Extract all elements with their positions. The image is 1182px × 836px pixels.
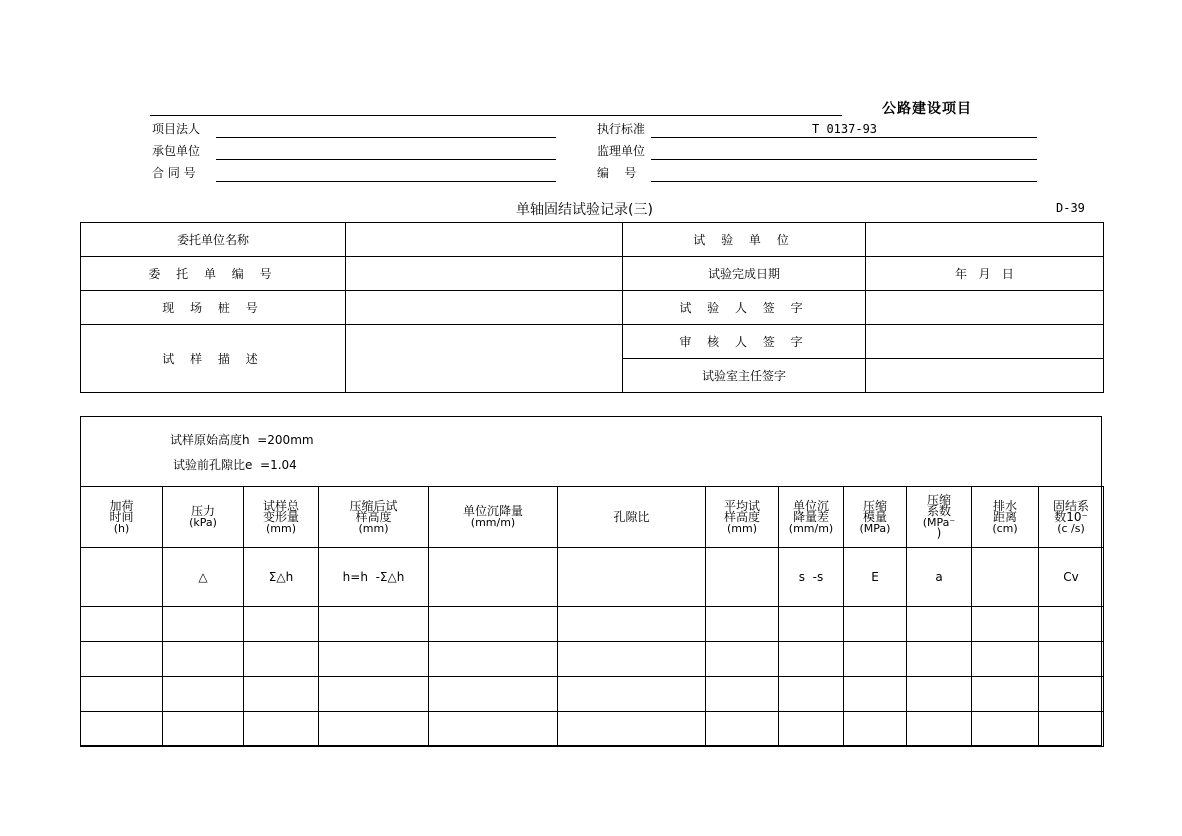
- data-cell[interactable]: [972, 607, 1039, 642]
- data-cell[interactable]: [81, 642, 163, 677]
- field-line-number[interactable]: [651, 181, 1037, 182]
- column-header-line: 排水: [992, 498, 1017, 513]
- field-value-standard: T 0137-93: [812, 122, 878, 136]
- input-director-sign[interactable]: [866, 359, 1104, 393]
- column-header-line: (MPa⁻: [922, 516, 956, 529]
- data-cell[interactable]: [244, 607, 319, 642]
- data-cell[interactable]: [779, 607, 844, 642]
- field-label-contract-no: 合 同 号: [152, 166, 196, 180]
- data-cell[interactable]: [163, 607, 244, 642]
- column-header: [244, 487, 319, 548]
- column-header-line: (mm/m): [788, 521, 834, 535]
- label-director-sign: 试验室主任签字: [623, 359, 866, 393]
- column-header-line: 固结系: [1052, 498, 1089, 513]
- data-cell[interactable]: [429, 677, 558, 712]
- label-finish-date: 试验完成日期: [623, 257, 866, 291]
- data-cell[interactable]: [907, 712, 972, 747]
- column-header-line: 压缩后试: [349, 498, 398, 513]
- column-header-line: 压缩: [926, 493, 951, 507]
- column-header: [429, 487, 558, 548]
- data-cell[interactable]: [81, 712, 163, 747]
- field-label-standard: 执行标准: [597, 122, 646, 136]
- column-header: [907, 487, 972, 548]
- data-cell[interactable]: [429, 642, 558, 677]
- column-header-line: 单位沉降量: [462, 504, 523, 518]
- data-cell[interactable]: [319, 642, 429, 677]
- data-cell[interactable]: [1039, 642, 1104, 677]
- symbol-cell: [972, 548, 1039, 607]
- data-cell[interactable]: [558, 642, 706, 677]
- field-label-contractor: 承包单位: [152, 144, 201, 158]
- data-cell[interactable]: [319, 607, 429, 642]
- label-stake-no: 现 场 桩 号: [81, 291, 346, 325]
- data-cell[interactable]: [844, 607, 907, 642]
- column-header-line: (kPa): [189, 516, 217, 529]
- data-cell[interactable]: [244, 677, 319, 712]
- data-cell[interactable]: [244, 642, 319, 677]
- data-cell[interactable]: [844, 642, 907, 677]
- data-cell[interactable]: [429, 607, 558, 642]
- symbol-cell: [706, 548, 779, 607]
- symbol-cell: [81, 548, 163, 607]
- symbol-cell: △: [163, 548, 244, 607]
- input-test-unit[interactable]: [866, 223, 1104, 257]
- input-order-no[interactable]: [346, 257, 623, 291]
- data-cell[interactable]: [706, 712, 779, 747]
- data-cell[interactable]: [319, 712, 429, 747]
- data-cell[interactable]: [163, 712, 244, 747]
- symbol-cell: [429, 548, 558, 607]
- input-tester-sign[interactable]: [866, 291, 1104, 325]
- column-header: [844, 487, 907, 548]
- column-header-line: 系数: [926, 504, 951, 518]
- data-cell[interactable]: [319, 677, 429, 712]
- column-header-line: 试样总: [262, 498, 299, 513]
- data-cell[interactable]: [779, 712, 844, 747]
- field-line-contract-no[interactable]: [216, 181, 556, 182]
- symbol-cell: s -s: [779, 548, 844, 607]
- column-header-line: (mm): [265, 521, 296, 535]
- data-cell[interactable]: [907, 642, 972, 677]
- column-header-line: 平均试: [723, 498, 760, 513]
- param-void-ratio: 试验前孔隙比e =1.04: [173, 458, 297, 472]
- input-sample-desc[interactable]: [346, 325, 623, 393]
- symbol-cell: Σ△h: [244, 548, 319, 607]
- data-cell[interactable]: [907, 677, 972, 712]
- symbol-cell: E: [844, 548, 907, 607]
- column-header: [81, 487, 163, 548]
- label-test-unit: 试 验 单 位: [623, 223, 866, 257]
- data-cell[interactable]: [429, 712, 558, 747]
- data-cell[interactable]: [972, 642, 1039, 677]
- data-cell[interactable]: [706, 677, 779, 712]
- field-label-legal-person: 项目法人: [152, 122, 201, 136]
- data-cell[interactable]: [779, 642, 844, 677]
- column-header-line: (c /s): [1057, 521, 1085, 535]
- column-header-line: (MPa): [859, 521, 891, 535]
- field-line-standard[interactable]: [651, 137, 1037, 138]
- column-header-line: (cm): [992, 521, 1018, 535]
- data-cell[interactable]: [558, 677, 706, 712]
- data-cell[interactable]: [844, 677, 907, 712]
- input-stake-no[interactable]: [346, 291, 623, 325]
- symbol-cell: Cv: [1039, 548, 1104, 607]
- param-height: 试样原始高度h =200mm: [170, 433, 314, 447]
- column-header-line: 变形量: [262, 509, 299, 524]
- form-title: 单轴固结试验记录(三): [516, 202, 653, 218]
- column-header-line: 数10⁻: [1054, 509, 1088, 524]
- column-header-line: 压力: [190, 504, 215, 518]
- data-table: [80, 486, 1104, 747]
- data-cell[interactable]: [972, 677, 1039, 712]
- data-cell[interactable]: [1039, 712, 1104, 747]
- form-code: D-39: [1056, 201, 1085, 215]
- column-header: [163, 487, 244, 548]
- data-cell[interactable]: [779, 677, 844, 712]
- data-cell[interactable]: [706, 607, 779, 642]
- header-top-line: [150, 115, 842, 116]
- input-finish-date[interactable]: 年 月 日: [866, 257, 1104, 291]
- data-cell[interactable]: [1039, 677, 1104, 712]
- data-cell[interactable]: [706, 642, 779, 677]
- field-label-number: 编 号: [597, 166, 637, 180]
- column-header-line: 距离: [992, 509, 1017, 524]
- data-cell[interactable]: [907, 607, 972, 642]
- data-cell[interactable]: [844, 712, 907, 747]
- column-header-line: 压缩: [862, 498, 887, 513]
- symbol-cell: [558, 548, 706, 607]
- data-cell[interactable]: [81, 607, 163, 642]
- column-header-line: 时间: [109, 509, 134, 524]
- label-order-no: 委 托 单 编 号: [81, 257, 346, 291]
- column-header: [1039, 487, 1104, 548]
- label-tester-sign: 试 验 人 签 字: [623, 291, 866, 325]
- data-cell[interactable]: [244, 712, 319, 747]
- info-table: [80, 222, 1104, 393]
- column-header-line: 模量: [862, 509, 887, 524]
- column-header-line: 降量差: [792, 509, 829, 524]
- project-title: 公路建设项目: [882, 101, 972, 117]
- symbol-cell: a: [907, 548, 972, 607]
- column-header-line: ): [936, 526, 942, 540]
- data-cell[interactable]: [81, 677, 163, 712]
- field-line-supervisor[interactable]: [651, 159, 1037, 160]
- column-header-line: 单位沉: [792, 498, 829, 513]
- column-header-line: 加荷: [109, 498, 134, 513]
- column-header-line: 样高度: [355, 509, 392, 524]
- column-header: [779, 487, 844, 548]
- data-cell[interactable]: [163, 677, 244, 712]
- field-label-supervisor: 监理单位: [597, 144, 646, 158]
- data-cell[interactable]: [972, 712, 1039, 747]
- column-header-line: (mm): [726, 521, 757, 535]
- column-header: [972, 487, 1039, 548]
- data-cell[interactable]: [558, 712, 706, 747]
- column-header-line: (mm/m): [470, 516, 516, 529]
- column-header: [319, 487, 429, 548]
- column-header-line: 样高度: [723, 509, 760, 524]
- data-cell[interactable]: [1039, 607, 1104, 642]
- column-header-line: 孔隙比: [613, 509, 650, 524]
- column-header-line: (mm): [358, 521, 389, 535]
- input-client-name[interactable]: [346, 223, 623, 257]
- field-line-legal-person[interactable]: [216, 137, 556, 138]
- data-cell[interactable]: [558, 607, 706, 642]
- label-reviewer-sign: 审 核 人 签 字: [623, 325, 866, 359]
- input-reviewer-sign[interactable]: [866, 325, 1104, 359]
- column-header-line: (h): [113, 521, 130, 535]
- symbol-cell: h=h -Σ△h: [319, 548, 429, 607]
- label-sample-desc: 试 样 描 述: [81, 325, 346, 393]
- field-line-contractor[interactable]: [216, 159, 556, 160]
- label-client-name: 委托单位名称: [81, 223, 346, 257]
- column-header: [558, 487, 706, 548]
- column-header: [706, 487, 779, 548]
- data-cell[interactable]: [163, 642, 244, 677]
